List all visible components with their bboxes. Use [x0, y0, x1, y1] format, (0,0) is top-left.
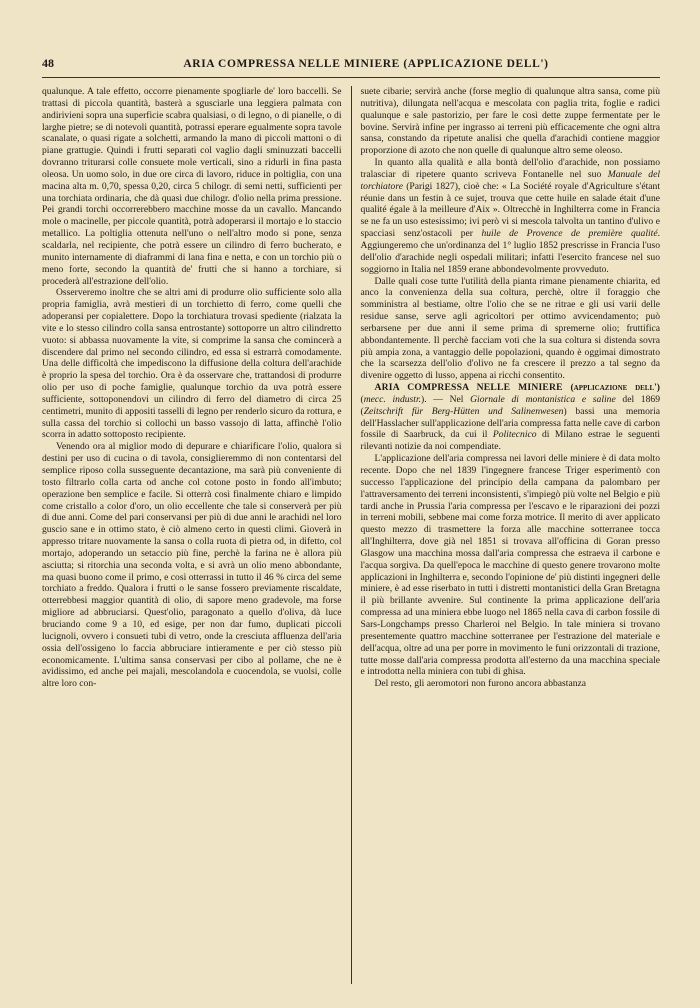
column-divider [351, 86, 352, 984]
book-title: Manuale del torchiatore [360, 168, 660, 192]
page-number: 48 [42, 56, 54, 70]
journal-title: Giornale di montanistica e saline [470, 393, 616, 405]
text-columns [42, 86, 660, 984]
text-run: ). — Nel [421, 393, 471, 405]
paragraph: Venendo ora al miglior modo di depurare e chiarificare l'olio, qualora si destini per uso di cucina o di tavola, consiglieremmo di non contentarsi del semplice riposo colla susseguente decantazione, ma sarà più conveniente di tosto filtrarlo colla carta od anche col cotone posto in fondo all'imbuto; operazione ben semplice e facile. Si otterrà così finalmente chiaro e limpido come cristallo a color d'oro, un olio eccellente che tale si conserverà per più di due anni. Come del pari conservansi per più di due anni le arachidi nel loro guscio sane e in ottimo stato, è ciò almeno certo in questi climi. Gioverà in appresso tritare nuovamente la sansa o colla ruota di pietra od, in difetto, col mortajo, adoperando un setaccio più fine, perchè la farina ne è allora più asciutta; si ritorchia una seconda volta, e si avrà un olio meno abbondante, ma quasi buono come il primo, e così otterrassi in tutto il 46 % circa del seme torchiato a freddo. Qualora i frutti o le sanse fossero previamente riscaldate, otterrebbesi maggior quantità di olio, di sapore meno gradevole, ma forse migliore ad abbruciarsi. Quest'olio, paragonato a quello d'oliva, dà luce bruciando come 9 a 10, ed esige, per non dar fumo, duplicati piccoli lucignoli, ovvero i consueti tubi di vetro, onde la cresciuta affluenza dell'aria ossia dell'ossigeno lo faccia abbruciare intieramente e per ciò stesso più economicamente. L'ultima sansa conservasi per cibo al pollame, che ne è avidissimo, ed anche pei majali, mescolandola e cuocendola, se vuolsi, colle altre loro con- [42, 441, 342, 690]
journal-name: Politecnico [492, 429, 537, 441]
paragraph: Dalle quali cose tutte l'utilità della pianta rimane pienamente chiarita, ed anco la convenienza della sua coltura, perchè, oltre il foraggio che somministra al bestiame, oltre l'olio che se ne ritrae e gli usi varii delle residue sanse, serve agli agricoltori per ottimo avvicendamento; può serbarsene per due anni il seme prima di spremerne olio; fruttifica abbondantemente. Il perchè facciam voti che la sua coltura si distenda sovra più ampia zona, a vantaggio delle popolazioni, quando è oggimai dimostrato che la scarsezza dell'olio d'olivo ne fa crescere il prezzo a tal segno da divenire oggetto di lusso, appena ai ricchi consentito. [360, 275, 660, 382]
text-run: . Aggiungeremo che un'ordinanza del 1° luglio 1852 prescrisse in Francia l'uso dell'olio d'arachide negli ospedali militari; infatti l'esercito francese nel suo soggiorno in Italia nel 1859 erane abbondevolmente provveduto. [360, 228, 660, 275]
page-header [42, 56, 660, 78]
text-run: ) bassi una memoria dell'Hasslacher sull'applicazione dell'aria compressa fatta nelle cave di carbon fossile di Saarbruck, da cui il [360, 405, 660, 441]
entry-title: ARIA COMPRESSA NELLE MINIERE [374, 382, 563, 394]
paragraph: qualunque. A tale effetto, occorre pienamente spogliarle de' loro baccelli. Se trattasi di piccola quantità, basterà a sgusciarle una leggiera palmata con andirivieni sopra una superficie scabra qualsiasi, o di legno, o di pianelle, o di larghe pietre; se di notevoli quantità, potrassi eperare egualmente sopra tavole scanalate, o quasi rigate a solchetti, armando la mano di piccoli mattoni o di piane grattugie. Quindi i frutti separati col vaglio dagli sminuzzati baccelli dovranno triturarsi colle consuete mole verticali, sino a ridurli in fina pasta oleosa. Un uomo solo, in due ore circa di lavoro, riduce in poltiglia, con una macina alta m. 0,70, spessa 0,20, circa 5 chilogr. di semi netti, sufficienti per una torchiata ordinaria, che dà quasi due chilogr. d'olio nella prima pressione. Pei grandi torchi occorrerebbero macchine mosse da un cavallo. Mancando mole o macinelle, per piccole quantità, potrà adoperarsi il mortajo e lo staccio metallico. La poltiglia ottenuta nell'uno o nell'altro modo si pone, senza scaldarla, nel recipiente, che potrà essere un cilindro di ferro bucherato, e munito internamente di diaframmi di lana fina e netta, e con un torchio più o meno forte, secondo la quantità de' frutti che si hanno a torchiare, si procederà all'estrazione dell'olio. [42, 86, 342, 287]
paragraph: suete cibarie; servirà anche (forse meglio di qualunque altra sansa, come più nutritiva), dilungata nell'acqua e mescolata con paglia trita, foglie e radici qualunque e sale pastorizio, per fare le così dette zuppe fermentate per le bovine. Servirà infine per ingrasso ai terreni più efficacemente che ogni altra sansa, constando da ripetute analisi che quella d'arachidi contiene maggior proporzione di azoto che non quelle di qualunque altro seme oleoso. [360, 86, 660, 157]
journal-german-title: Zeitschrift für Berg-Hütten und Salinenwesen [363, 405, 564, 417]
quoted-phrase: huile de Provence de première qualité [481, 228, 658, 240]
text-run: di Milano estrae le seguenti rilevanti notizie da noi compendiate. [360, 429, 660, 453]
right-column [356, 86, 661, 984]
text-run: del 1869 ( [360, 393, 660, 417]
paragraph: Osserveremo inoltre che se altri ami di produrre olio sufficiente solo alla propria famiglia, avrà mestieri di un torchietto di ferro, come quelli che adoperansi per copialettere. Dopo la torchiatura trovasi spediente (rialzata la vite e lo stesso cilindro colla sansa entrostante) sottoporre un altro cilindretto vuoto: si abbassa nuovamente la vite, si comprime la sansa che comincerà a discendere dal primo nel secondo cilindro, ed essa si estrarrà comodamente. Una delle difficoltà che impediscono la diffusione della coltura dell'arachide è proprio la spesa del torchio. Ora è da osservare che, trattandosi di produrre olio per uso di poche famiglie, qualunque torchio da uva potrà essere sufficiente, sottoponendovi un cilindro di ferro del diametro di circa 25 centimetri, munito di appositi tasselli di legno per renderlo sicuro da rottura, e sulla cassa del torchio si collochi un basso vassojo di latta, affinchè l'olio scorra in adatto sottoposto recipiente. [42, 287, 342, 441]
text-run: In quanto alla qualità e alla bontà dell'olio d'arachide, non possiamo tralasciar di ripetere quanto scriveva Fontanelle nel suo [360, 157, 660, 180]
left-column [42, 86, 347, 984]
category-abbrev: mecc. industr. [363, 393, 422, 405]
entry-paragraph [361, 382, 661, 453]
text-run: (Parigi 1827), cioè che: « La Société royale d'Agriculture s'étant réunie dans un festin à ce sujet, trouva que cette huile en salade était d'une qualité égale à la meilleure d'Aix ». Oltrecchè in Inghilterra come in Francia se ne fa un uso estesissimo; ivi però vi si mescola talvolta un tantino d'ulivo e spacciasi senz'ostacoli per [360, 180, 660, 240]
paragraph: Del resto, gli aeromotori non furono ancora abbastanza [374, 678, 587, 690]
text-run: ( [360, 393, 364, 405]
paragraph [361, 157, 661, 275]
paragraph: L'applicazione dell'aria compressa nei lavori delle miniere è di data molto recente. Dopo che nel 1839 l'ingegnere francese Triger esperimentò con successo l'applicazione del principio della campana da palombaro per l'attraversamento dei terreni inconsistenti, s'impiegò più volte nel Belgio e più tardi anche in Prussia l'aria compressa per l'escavo e le riparazioni dei pozzi in terreni mobili, sebbene mai come forza motrice. Il merito di aver applicato questo mezzo di trasmettere la forza alle macchine sotterranee tocca all'Inghilterra, dove già nel 1851 si trovava all'officina di Goran presso Glasgow una macchina mossa dall'aria compressa che estraeva il carbone e l'acqua sorgiva. Da quell'epoca le macchine di questo genere trovarono molte applicazioni in Inghilterra e, secondo l'opinione de' più distinti ingegneri delle miniere, è ad esse riserbato in tutti i distretti montanistici della Gran Bretagna il più brillante avvenire. Sul continente la prima applicazione dell'aria compressa ad una miniera ebbe luogo nel 1865 nella cava di carbon fossile di Sars-Longchamps presso Charleroi nel Belgio. In tale miniera si trovano presentemente quattro macchine sotterranee per l'estrazione del materiale e dell'acqua, oltre ad una per porre in movimento le funi orizzontali di trazione, tutte mosse dall'aria compressa prodotta all'esterno da una macchina speciale e introdotta nella miniera con tubi di ghisa. [360, 453, 660, 678]
entry-title-sub: (applicazione dell') [570, 382, 660, 394]
running-title: ARIA COMPRESSA NELLE MINIERE (APPLICAZIONE DELL') [183, 58, 549, 70]
